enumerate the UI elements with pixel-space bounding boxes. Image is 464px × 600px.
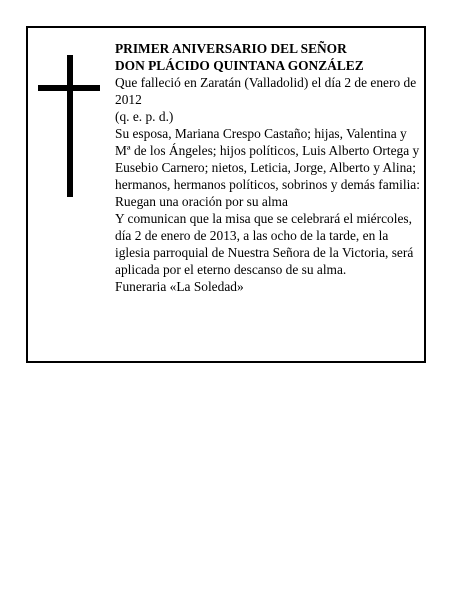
death-info: Que falleció en Zaratán (Valladolid) el día 2 de enero de 2012 [115, 75, 417, 107]
notice-title-line-1: PRIMER ANIVERSARIO DEL SEÑOR [115, 41, 347, 56]
notice-text [115, 40, 421, 295]
funeral-home: Funeraria «La Soledad» [115, 279, 244, 294]
prayer-request: Ruegan una oración por su alma [115, 194, 288, 209]
cross-horizontal-bar [38, 85, 100, 91]
obituary-notice [26, 26, 426, 363]
family-list: Su esposa, Mariana Crespo Castaño; hijas, Valentina y Mª de los Ángeles; hijos políticos, Luis Alberto Ortega y Eusebio Carnero; nietos, Leticia, Jorge, Alberto y Alina; hermanos, hermanos políticos, sobrinos y demás familia: [115, 126, 420, 192]
cross-vertical-bar [67, 55, 73, 197]
mass-announcement: Y comunican que la misa que se celebrará el miércoles, día 2 de enero de 2013, a las ocho de la tarde, en la iglesia parroquial de Nuestra Señora de la Victoria, será aplicada por el eterno descanso de su alma. [115, 211, 414, 277]
notice-title-line-2: DON PLÁCIDO QUINTANA GONZÁLEZ [115, 58, 364, 73]
rip-text: (q. e. p. d.) [115, 109, 174, 124]
